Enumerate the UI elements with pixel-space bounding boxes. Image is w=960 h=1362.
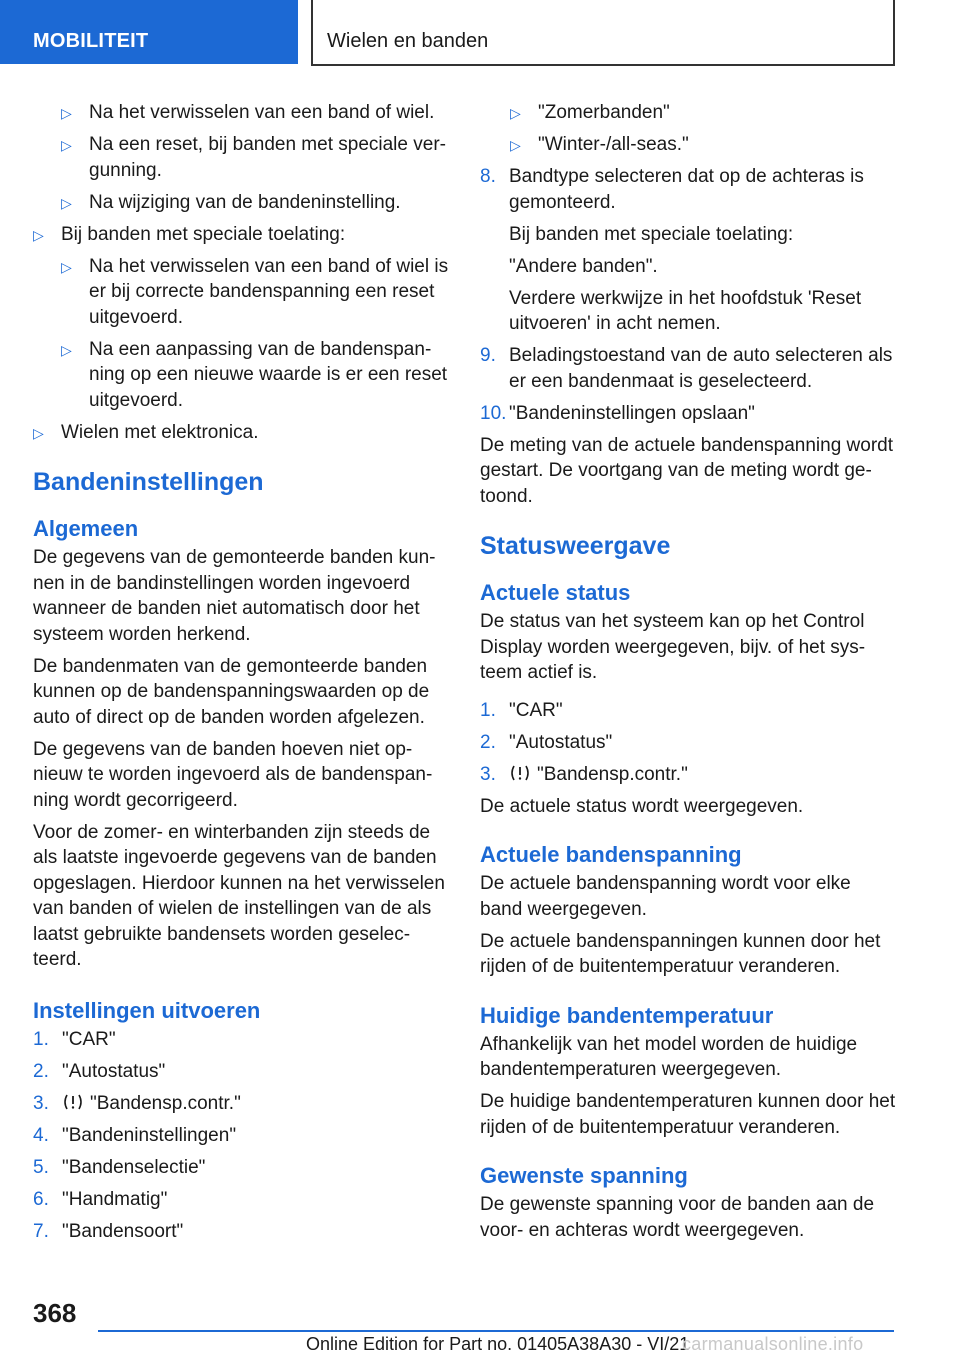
list-item: ▷ Na wijziging van de bandeninstelling. bbox=[33, 190, 451, 216]
chapter-box bbox=[311, 0, 895, 66]
step-item: 1. "CAR" bbox=[33, 1028, 116, 1050]
triangle-right-icon: ▷ bbox=[510, 105, 521, 121]
heading-bandeninstellingen: Bandeninstellingen bbox=[33, 468, 264, 496]
triangle-right-icon: ▷ bbox=[61, 105, 72, 121]
step-item: 6. "Handmatig" bbox=[33, 1188, 168, 1210]
footer-divider bbox=[98, 1330, 894, 1332]
triangle-right-icon: ▷ bbox=[61, 258, 72, 275]
step-note: "Andere banden". bbox=[509, 255, 658, 277]
paragraph: Voor de zomer- en winterbanden zijn steeds de als laatste ingevoerde gegevens van de banden opgeslagen. Hierdoor kunnen na het verwisselen van banden of wielen de instellingen van de als laatst gebruikte bandensets worden geselec-teerd. bbox=[33, 821, 445, 970]
step-note: Verdere werkwijze in het hoofdstuk 'Reset uitvoeren' in acht nemen. bbox=[509, 287, 862, 334]
step-item: 8. Bandtype selecteren dat op de achteras is gemonteerd. bbox=[480, 166, 864, 213]
list-item: ▷ "Zomerbanden" bbox=[480, 100, 898, 126]
heading-actuele-bandenspanning: Actuele bandenspanning bbox=[480, 842, 742, 867]
step-item: 3. "Bandensp.contr." bbox=[480, 763, 688, 785]
step-item: 2. "Autostatus" bbox=[480, 731, 613, 753]
step-item: 9. Beladingstoestand van de auto selecteren als er een bandenmaat is geselecteerd. bbox=[480, 345, 893, 392]
paragraph: De gegevens van de banden hoeven niet op-nieuw te worden ingevoerd als de bandenspan-ning wordt gecorrigeerd. bbox=[33, 738, 433, 811]
tire-pressure-warning-icon bbox=[62, 1093, 84, 1111]
step-item: 1. "CAR" bbox=[480, 699, 563, 721]
list-item: ▷ Na een reset, bij banden met speciale ver-gunning. bbox=[61, 134, 446, 181]
step-item: 10. "Bandeninstellingen opslaan" bbox=[480, 402, 755, 424]
paragraph: De meting van de actuele bandenspanning wordt gestart. De voortgang van de meting wordt ge-toond. bbox=[480, 434, 894, 507]
step-item: 5. "Bandenselectie" bbox=[33, 1156, 206, 1178]
heading-actuele-status: Actuele status bbox=[480, 580, 631, 605]
heading-statusweergave: Statusweergave bbox=[480, 532, 671, 560]
section-title: MOBILITEIT bbox=[33, 30, 149, 52]
paragraph: De status van het systeem kan op het Control Display worden weergegeven, bijv. of het sys-teem actief is. bbox=[480, 611, 866, 683]
page-header bbox=[0, 0, 960, 66]
step-item: 3. "Bandensp.contr." bbox=[33, 1092, 241, 1114]
edition-text: Online Edition for Part no. 01405A38A30 - VI/21 bbox=[306, 1334, 690, 1354]
step-item: 2. "Autostatus" bbox=[33, 1060, 166, 1082]
paragraph: Afhankelijk van het model worden de huidige bandentemperaturen weergegeven. bbox=[480, 1033, 858, 1080]
watermark: carmanualsonline.info bbox=[682, 1334, 864, 1354]
paragraph: De huidige bandentemperaturen kunnen door het rijden of de buitentemperatuur veranderen. bbox=[480, 1091, 896, 1138]
left-column bbox=[33, 100, 451, 1251]
list-item: ▷ Bij banden met speciale toelating: bbox=[33, 222, 451, 248]
right-column bbox=[480, 100, 898, 1250]
heading-instellingen-uitvoeren: Instellingen uitvoeren bbox=[33, 997, 261, 1023]
triangle-right-icon: ▷ bbox=[33, 424, 44, 441]
paragraph: De gewenste spanning voor de banden aan de voor- en achteras wordt weergegeven. bbox=[480, 1194, 875, 1241]
paragraph: De actuele bandenspanning wordt voor elke band weergegeven. bbox=[480, 873, 851, 920]
page-number: 368 bbox=[33, 1298, 77, 1328]
step-item: 4. "Bandeninstellingen" bbox=[33, 1124, 237, 1146]
triangle-right-icon: ▷ bbox=[61, 137, 72, 153]
step-item: 7. "Bandensoort" bbox=[33, 1220, 184, 1242]
list-item: ▷ Na een aanpassing van de bandenspan-ning op een nieuwe waarde is er een reset uitgevoerd. bbox=[61, 338, 448, 411]
step-note: Bij banden met speciale toelating: bbox=[509, 223, 794, 245]
triangle-right-icon: ▷ bbox=[61, 341, 72, 358]
paragraph: De bandenmaten van de gemonteerde banden kunnen op de bandenspanningswaarden op de auto of direct op de banden worden afgelezen. bbox=[33, 655, 430, 728]
chapter-title: Wielen en banden bbox=[327, 30, 489, 52]
paragraph: De gegevens van de gemonteerde banden kun-nen in de bandinstellingen worden ingevoerd wanneer de banden niet automatisch door het systeem worden herkend. bbox=[33, 547, 436, 645]
paragraph: De actuele status wordt weergegeven. bbox=[480, 795, 804, 817]
list-item: ▷ Na het verwisselen van een band of wiel. bbox=[33, 100, 451, 126]
heading-algemeen: Algemeen bbox=[33, 516, 139, 541]
list-item: ▷ "Winter-/all-seas." bbox=[480, 132, 898, 158]
paragraph: De actuele bandenspanningen kunnen door het rijden of de buitentemperatuur veranderen. bbox=[480, 930, 881, 977]
heading-huidige-bandentemperatuur: Huidige bandentemperatuur bbox=[480, 1002, 774, 1028]
list-item: ▷ Wielen met elektronica. bbox=[33, 420, 451, 446]
heading-gewenste-spanning: Gewenste spanning bbox=[480, 1163, 688, 1188]
triangle-right-icon: ▷ bbox=[61, 194, 72, 211]
list-item: ▷ Na het verwisselen van een band of wiel is er bij correcte bandenspanning een reset uitgevoerd. bbox=[61, 255, 449, 328]
tire-pressure-warning-icon bbox=[509, 764, 531, 782]
section-tab bbox=[0, 0, 298, 64]
triangle-right-icon: ▷ bbox=[510, 137, 521, 153]
triangle-right-icon: ▷ bbox=[33, 226, 44, 243]
